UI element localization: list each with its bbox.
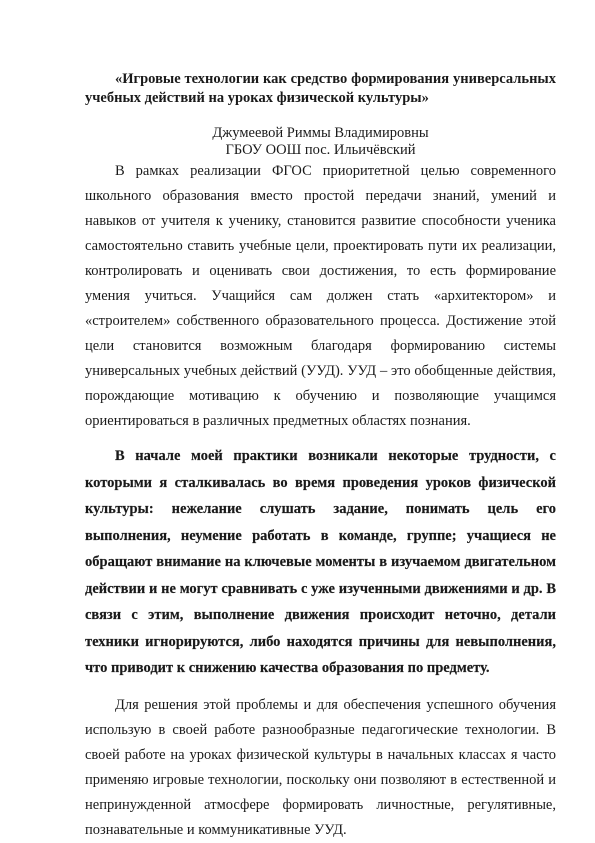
author-name: Джумеевой Риммы Владимировны bbox=[212, 125, 429, 141]
paragraph-intro: В рамках реализации ФГОС приоритетной целью современного школьного образования вместо простой передачи знаний, умений и навыков от учителя к ученику, становится развитие способности ученика самостоятельно ставить учебные цели, проектировать пути их реализации, контролировать и оценивать свои достижения, то есть формирование умения учиться. Учащийся сам должен стать «архитектором» и «строителем» собственного образовательного процесса. Достижение этой цели становится возможным благодаря формированию системы универсальных учебных действий (УУД). УУД – это обобщенные действия, порождающие мотивацию к обучению и позволяющие учащимся ориентироваться в различных предметных областях познания. bbox=[85, 163, 556, 429]
document-title: «Игровые технологии как средство формирования универсальных учебных действий на уроках физической культуры» bbox=[85, 71, 556, 106]
author-block bbox=[85, 125, 556, 159]
school-name: ГБОУ ООШ пос. Ильичёвский bbox=[225, 142, 416, 158]
paragraph-solution: Для решения этой проблемы и для обеспечения успешного обучения использую в своей работе разнообразные педагогические технологии. В своей работе на уроках физической культуры в начальных классах я часто применяю игровые технологии, поскольку они позволяют в естественной и непринужденной атмосфере формировать личностные, регулятивные, познавательные и коммуникативные УУД. bbox=[85, 696, 556, 838]
paragraph-difficulties: В начале моей практики возникали некоторые трудности, с которыми я сталкивалась во время проведения уроков физической культуры: нежелание слушать задание, понимать цель его выполнения, неумение работать в команде, группе; учащиеся не обращают внимание на ключевые моменты в изучаемом двигательном действии и не могут сравнивать с уже изученными движениями и др. В связи с этим, выполнение движения происходит неточно, детали техники игнорируются, либо находятся причины для невыполнения, что приводит к снижению качества образования по предмету. bbox=[85, 448, 556, 676]
document-content bbox=[85, 70, 556, 843]
